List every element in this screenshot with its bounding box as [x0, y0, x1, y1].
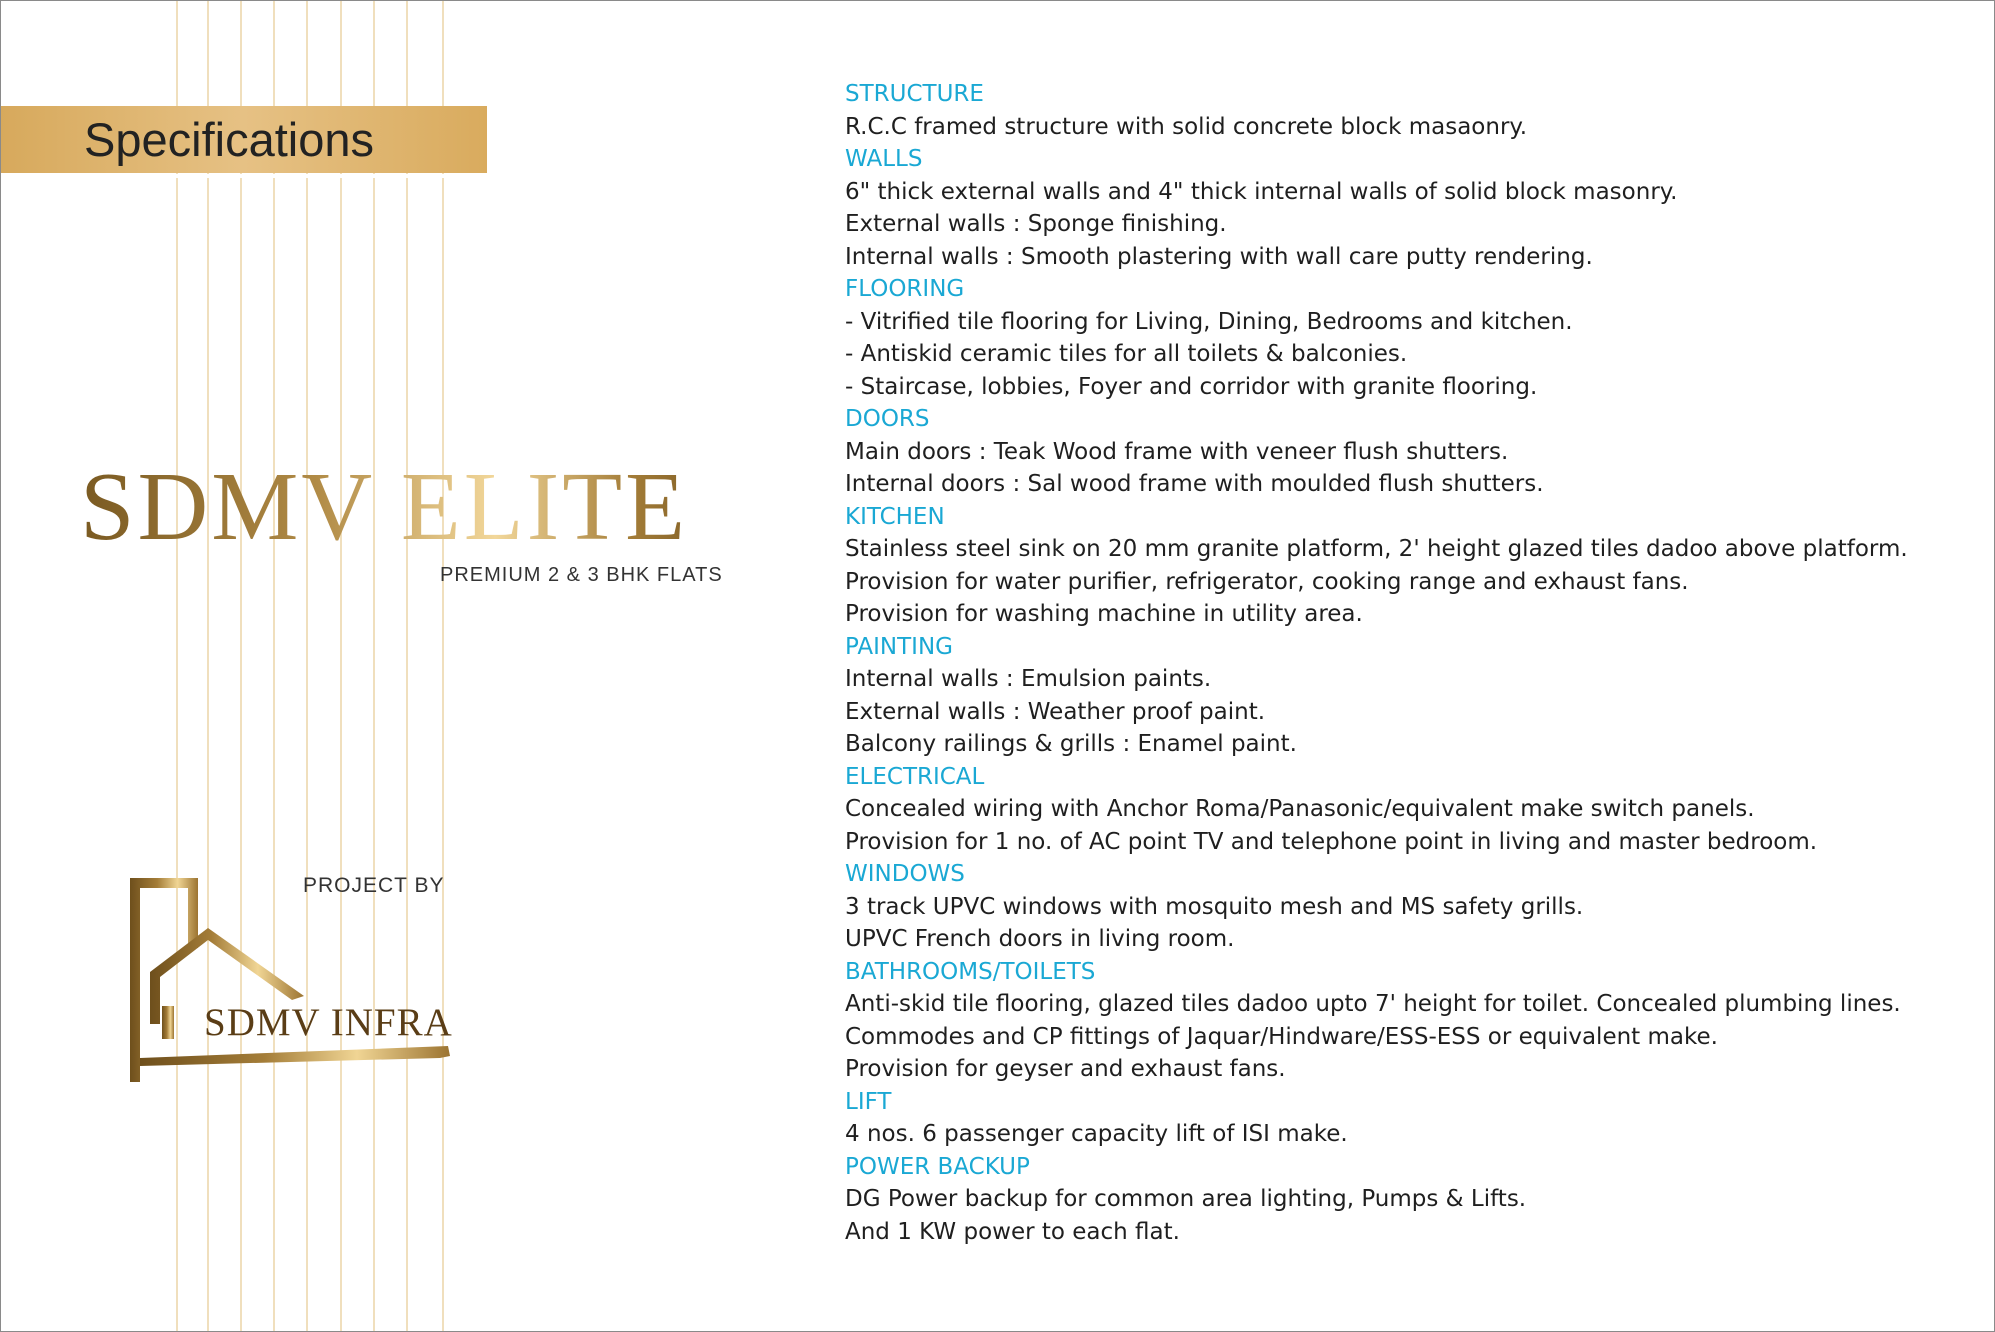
spec-section-title: PAINTING — [845, 633, 953, 660]
decorative-stripe — [406, 0, 408, 1332]
spec-section-line: Commodes and CP fittings of Jaquar/Hindware/ESS-ESS or equivalent make. — [845, 1023, 1718, 1050]
spec-section-line: 4 nos. 6 passenger capacity lift of ISI make. — [845, 1121, 1348, 1147]
spec-section — [845, 858, 1965, 956]
spec-section — [845, 1151, 1965, 1249]
spec-section-title: DOORS — [845, 406, 930, 432]
spec-section — [845, 143, 1965, 273]
developer-logo-text: SDMV INFRA — [204, 1001, 453, 1044]
spec-section-title: ELECTRICAL — [845, 763, 985, 790]
decorative-stripe — [273, 0, 275, 1332]
spec-section-line: 3 track UPVC windows with mosquito mesh and MS safety grills. — [845, 893, 1584, 920]
specifications-banner — [0, 106, 487, 173]
spec-section-line: Concealed wiring with Anchor Roma/Panasonic/equivalent make switch panels. — [845, 796, 1755, 822]
decorative-stripe — [442, 0, 444, 1332]
spec-section — [845, 273, 1965, 403]
spec-section-line: - Staircase, lobbies, Foyer and corridor with granite flooring. — [845, 373, 1538, 400]
specifications-list — [845, 78, 1965, 1248]
spec-section-line: DG Power backup for common area lighting, Pumps & Lifts. — [845, 1186, 1527, 1212]
decorative-stripes — [0, 0, 460, 1332]
decorative-stripe — [373, 0, 375, 1332]
spec-section-title: KITCHEN — [845, 503, 945, 530]
decorative-stripe — [306, 0, 308, 1332]
spec-section-line: Stainless steel sink on 20 mm granite platform, 2' height glazed tiles dadoo above platform. — [845, 536, 1908, 562]
spec-section-line: - Antiskid ceramic tiles for all toilets & balconies. — [845, 341, 1408, 367]
spec-section-line: Provision for washing machine in utility area. — [845, 601, 1363, 627]
specifications-title: Specifications — [84, 113, 374, 166]
spec-section — [845, 501, 1965, 631]
spec-section-line: External walls : Weather proof paint. — [845, 698, 1266, 725]
spec-section-title: LIFT — [845, 1088, 892, 1115]
decorative-stripe — [240, 0, 242, 1332]
spec-section-title: WINDOWS — [845, 861, 965, 887]
spec-section-title: STRUCTURE — [845, 81, 984, 107]
decorative-stripe — [207, 0, 209, 1332]
spec-section — [845, 78, 1965, 143]
spec-section-line: And 1 KW power to each flat. — [845, 1218, 1180, 1245]
project-name: SDMV ELITE — [80, 452, 750, 562]
spec-section-line: Balcony railings & grills : Enamel paint. — [845, 731, 1297, 757]
spec-section-line: Internal walls : Smooth plastering with wall care putty rendering. — [845, 243, 1593, 270]
spec-section-line: R.C.C framed structure with solid concrete block masaonry. — [845, 113, 1528, 140]
spec-section — [845, 761, 1965, 859]
decorative-stripe — [340, 0, 342, 1332]
spec-section-line: Main doors : Teak Wood frame with veneer flush shutters. — [845, 438, 1509, 465]
project-by-label: PROJECT BY — [303, 874, 445, 897]
spec-section-line: External walls : Sponge finishing. — [845, 211, 1227, 237]
spec-section-line: Anti-skid tile flooring, glazed tiles dadoo upto 7' height for toilet. Concealed plumbing lines. — [845, 991, 1901, 1017]
spec-section-line: Internal doors : Sal wood frame with moulded flush shutters. — [845, 471, 1544, 497]
developer-logo-mark — [128, 876, 458, 1086]
spec-section — [845, 956, 1965, 1086]
spec-section — [845, 1086, 1965, 1151]
spec-section-line: UPVC French doors in living room. — [845, 926, 1235, 952]
spec-section-line: 6" thick external walls and 4" thick internal walls of solid block masonry. — [845, 178, 1678, 205]
spec-section-line: - Vitrified tile flooring for Living, Dining, Bedrooms and kitchen. — [845, 308, 1573, 335]
stripe-gap-top — [0, 174, 460, 178]
spec-section-title: WALLS — [845, 146, 923, 172]
spec-section-title: FLOORING — [845, 276, 965, 302]
developer-logo — [128, 876, 458, 1086]
spec-section-line: Provision for geyser and exhaust fans. — [845, 1056, 1286, 1082]
spec-section-line: Internal walls : Emulsion paints. — [845, 666, 1212, 692]
spec-section-line: Provision for 1 no. of AC point TV and telephone point in living and master bedroom. — [845, 828, 1818, 855]
project-tagline: PREMIUM 2 & 3 BHK FLATS — [440, 564, 723, 586]
spec-section-title: POWER BACKUP — [845, 1153, 1030, 1180]
spec-section — [845, 631, 1965, 761]
spec-section-line: Provision for water purifier, refrigerator, cooking range and exhaust fans. — [845, 568, 1689, 595]
spec-section — [845, 403, 1965, 501]
spec-section-title: BATHROOMS/TOILETS — [845, 958, 1096, 985]
decorative-stripe — [176, 0, 178, 1332]
